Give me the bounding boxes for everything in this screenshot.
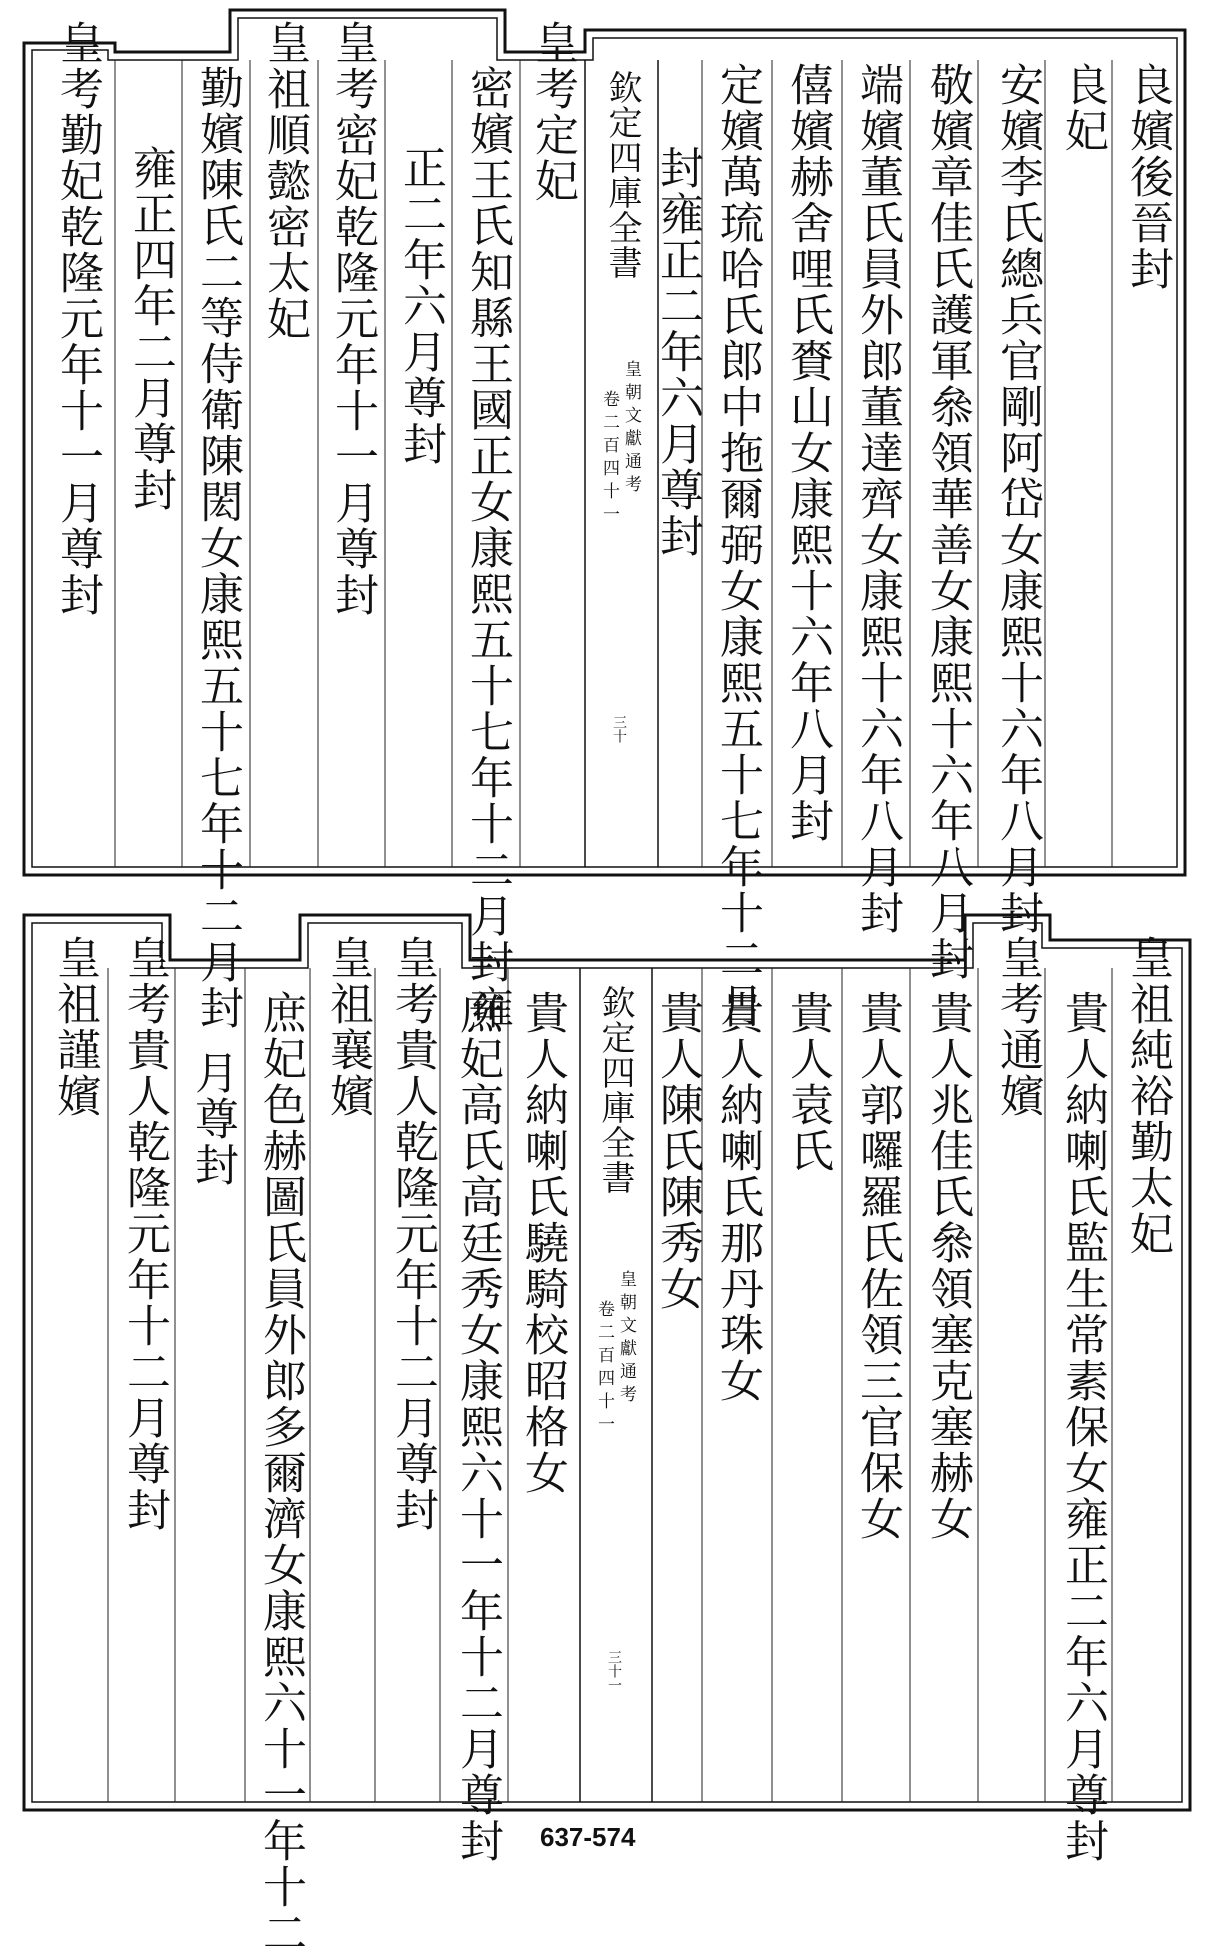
column: 庶妃高氏高廷秀女康熙六十一年十二月尊封 — [452, 990, 503, 1864]
column: 貴人陳氏陳秀女 — [652, 990, 703, 1312]
column: 皇考貴人乾隆元年十二月尊封 — [119, 935, 170, 1533]
column: 定嬪萬琉哈氏郎中拖爾弼女康熙五十七年十二月 — [712, 62, 763, 1028]
margin-volume: 卷二百四十一 — [599, 390, 619, 528]
page-footer-number: 637-574 — [540, 1822, 636, 1852]
column: 庶妃色赫圖氏員外郎多爾濟女康熙六十一年十二 — [255, 990, 306, 1956]
column: 皇祖順懿密太妃 — [259, 20, 310, 342]
column: 雍正四年二月尊封 — [125, 145, 176, 513]
margin-title: 欽定四庫全書 — [602, 70, 642, 280]
column: 貴人兆佳氏叅領塞克塞赫女 — [922, 990, 973, 1542]
column: 皇考定妃 — [527, 20, 578, 204]
column: 良嬪後晉封 — [1122, 62, 1173, 292]
column: 皇考勤妃乾隆元年十一月尊封 — [52, 20, 103, 618]
margin-page-number: 三十一 — [606, 1650, 622, 1692]
column: 良妃 — [1057, 62, 1108, 154]
column: 貴人納喇氏驍騎校昭格女 — [517, 990, 568, 1496]
column: 貴人納喇氏那丹珠女 — [712, 990, 763, 1404]
margin-book-title: 皇朝文獻通考 — [616, 1270, 636, 1408]
margin-book-title: 皇朝文獻通考 — [621, 360, 641, 498]
column: 封雍正二年六月尊封 — [652, 145, 703, 559]
column: 皇祖純裕勤太妃 — [1122, 935, 1173, 1257]
column: 正二年六月尊封 — [395, 145, 446, 467]
margin-page-number: 三十 — [611, 715, 627, 743]
column: 貴人郭囉羅氏佐領三官保女 — [852, 990, 903, 1542]
column: 月尊封 — [187, 1050, 238, 1188]
margin-volume: 卷二百四十一 — [594, 1300, 614, 1438]
column: 貴人納喇氏監生常素保女雍正二年六月尊封 — [1057, 990, 1108, 1864]
column: 皇祖謹嬪 — [49, 935, 100, 1119]
column: 貴人袁氏 — [782, 990, 833, 1174]
column: 端嬪董氏員外郎董達齊女康熙十六年八月封 — [852, 62, 903, 936]
column: 敬嬪章佳氏護軍叅領華善女康熙十六年八月封 — [922, 62, 973, 982]
column: 密嬪王氏知縣王國正女康熙五十七年十二月封雍 — [462, 65, 513, 1031]
column: 皇考貴人乾隆元年十二月尊封 — [387, 935, 438, 1533]
column: 安嬪李氏總兵官剛阿岱女康熙十六年八月封 — [992, 62, 1043, 936]
column: 皇祖襄嬪 — [322, 935, 373, 1119]
column: 皇考密妃乾隆元年十一月尊封 — [327, 20, 378, 618]
column: 皇考通嬪 — [992, 935, 1043, 1119]
margin-title: 欽定四庫全書 — [595, 985, 635, 1195]
column: 勤嬪陳氏二等侍衛陳閎女康熙五十七年十二月封 — [192, 65, 243, 1031]
column: 僖嬪赫舍哩氏賚山女康熙十六年八月封 — [782, 62, 833, 844]
